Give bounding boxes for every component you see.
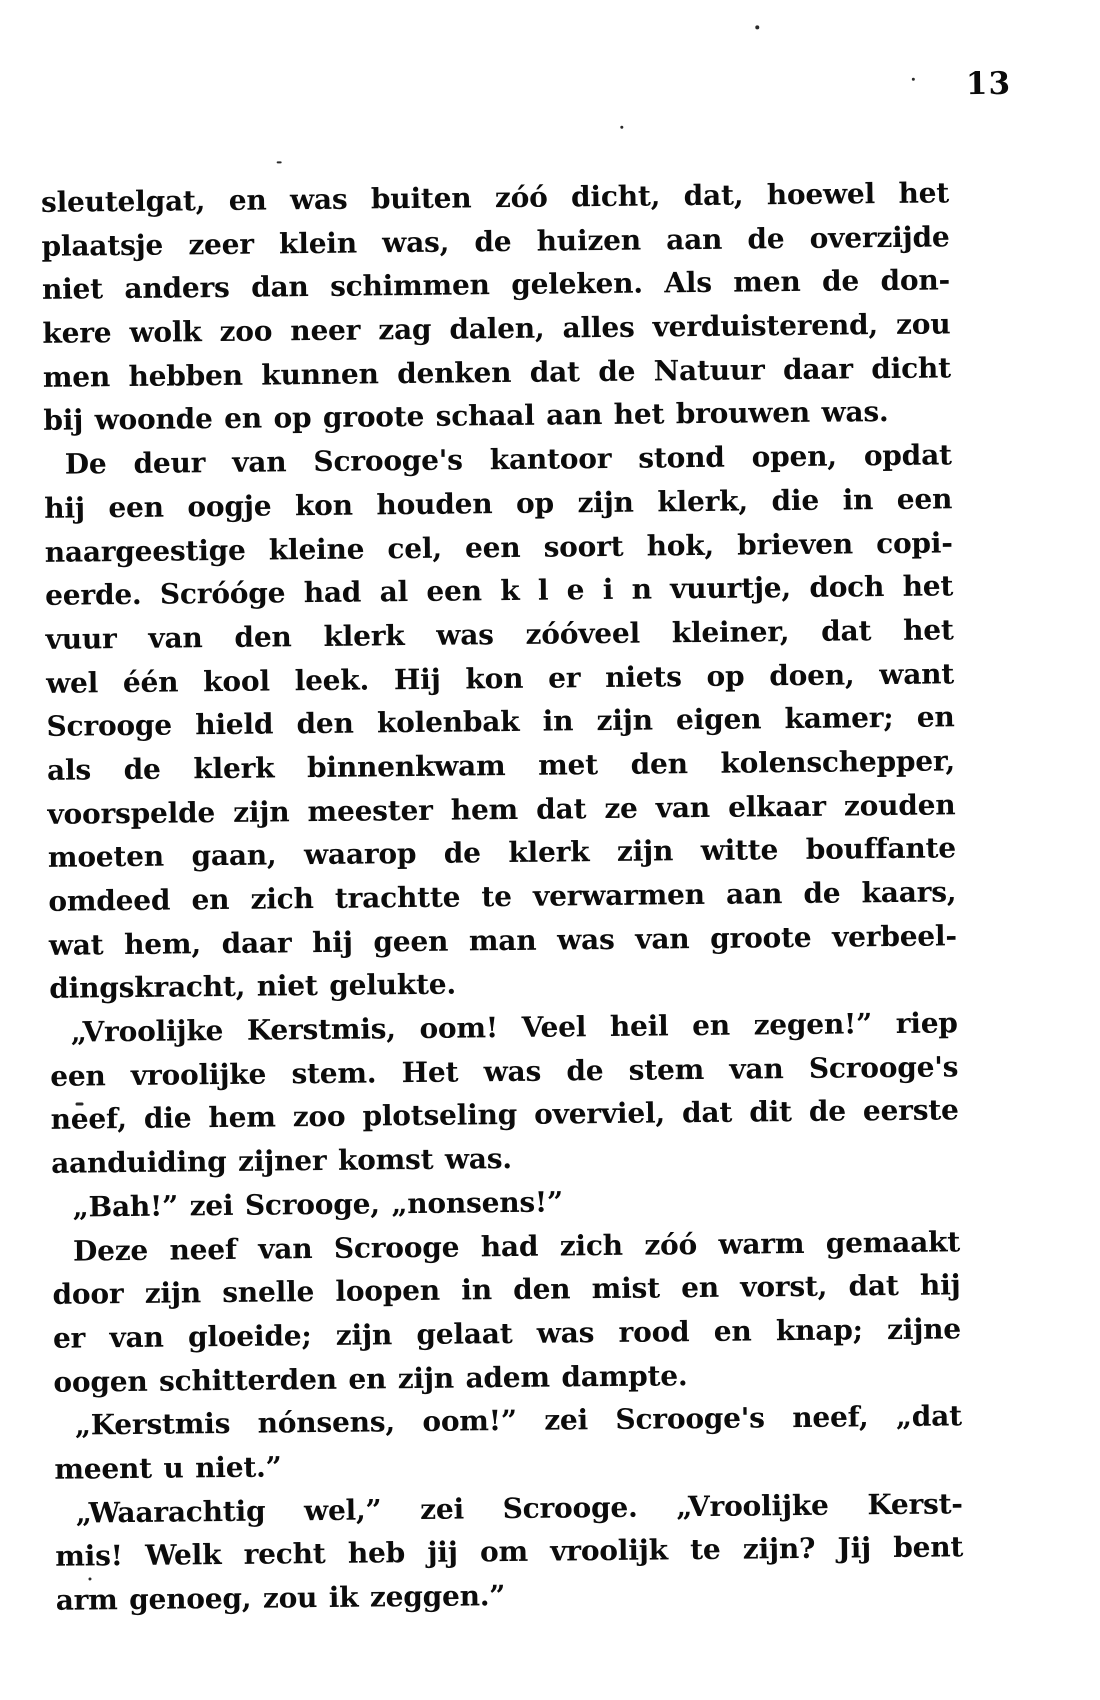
text-line: voorspelde zijn meester hem dat ze van elkaar zouden	[47, 787, 956, 831]
text-line: kere wolk zoo neer zag dalen, alles verduisterend, zou	[42, 307, 951, 350]
text-line: aanduiding zijner komst was.	[50, 1142, 513, 1180]
text-line: naargeestige kleine cel, een soort hok, brieven copi-	[44, 525, 953, 569]
text-line: arm genoeg, zou ik zeggen.”	[55, 1579, 506, 1617]
text-line: er van gloeide; zijn gelaat was rood en knap; zijne	[52, 1312, 962, 1355]
text-line: mis! Welk recht heb jij om vroolijk te zijn? Jij bent	[55, 1530, 964, 1574]
page-text	[41, 171, 964, 1622]
text-line: De deur van Scrooge's kantoor stond open, opdat	[64, 438, 952, 481]
scan-speck	[277, 161, 282, 163]
text-line: oogen schitterden en zijn adem dampte.	[53, 1358, 688, 1399]
text-line: als de klerk binnenkwam met den kolenschepper,	[46, 744, 956, 787]
text-line: eerde. Scróóge had al een k l e i n vuurtje, doch het	[45, 569, 954, 613]
text-line: omdeed en zich trachtte te verwarmen aan de kaars,	[48, 875, 957, 918]
text-line: meent u niet.”	[54, 1450, 282, 1486]
text-line: vuur van den klerk was zóóveel kleiner, dat het	[45, 613, 954, 656]
scan-speck	[620, 126, 623, 129]
text-line: dingskracht, niet gelukte.	[49, 967, 457, 1006]
text-line: „Kerstmis nónsens, oom!” zei Scrooge's neef, „dat	[74, 1399, 963, 1442]
text-line: sleutelgat, en was buiten zóó dicht, dat, hoewel het	[40, 176, 950, 219]
text-line: Scrooge hield den kolenbak in zijn eigen kamer; en	[46, 700, 955, 744]
text-line: „Waarachtig wel,” zei Scrooge. „Vroolijke Kerst-	[75, 1486, 963, 1530]
page-number: 13	[965, 65, 1012, 103]
text-line: wat hem, daar hij geen man was van groote verbeel-	[48, 919, 957, 962]
text-line: „Bah!” zei Scrooge, „nonsens!”	[72, 1185, 564, 1224]
scan-speck	[912, 78, 915, 81]
text-line: een vroolijke stem. Het was de stem van Scrooge's	[50, 1050, 959, 1093]
text-line: moeten gaan, waarop de klerk zijn witte bouffante	[47, 831, 957, 875]
text-line: „Vroolijke Kerstmis, oom! Veel heil en zegen!” riep	[70, 1006, 958, 1049]
text-line: Deze neef van Scrooge had zich zóó warm gemaakt	[72, 1224, 961, 1268]
text-line: plaatsje zeer klein was, de huizen aan de overzijde	[41, 220, 950, 263]
text-line: door zijn snelle loopen in den mist en vorst, dat hij	[52, 1268, 961, 1312]
text-line: wel één kool leek. Hij kon er niets op doen, want	[45, 656, 955, 700]
text-line: bij woonde en op groote schaal aan het brouwen was.	[43, 395, 889, 438]
text-line: men hebben kunnen denken dat de Natuur daar dicht	[42, 351, 952, 394]
text-line: hij een oogje kon houden op zijn klerk, die in een	[44, 482, 953, 525]
text-line: neef, die hem zoo plotseling overviel, dat dit de eerste	[50, 1093, 959, 1137]
text-line: niet anders dan schimmen geleken. Als men de don-	[41, 263, 951, 307]
scan-speck	[755, 25, 759, 29]
